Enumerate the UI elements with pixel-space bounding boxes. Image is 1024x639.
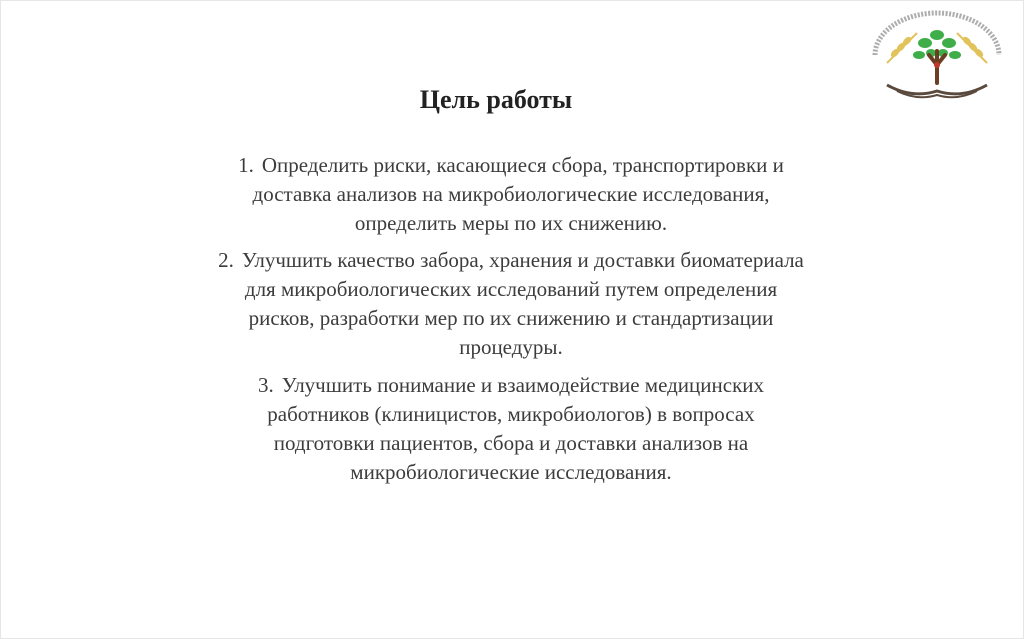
goal-text: Улучшить понимание и взаимодействие медицинских <box>281 373 765 397</box>
goal-number: 1. <box>238 153 254 177</box>
goal-text: Определить риски, касающиеся сбора, транспортировки и <box>261 153 784 177</box>
slide-title: Цель работы <box>419 85 573 114</box>
goal-number: 2. <box>218 248 234 272</box>
goal-item-2 <box>131 246 891 362</box>
goal-line: рисков, разработки мер по их снижению и стандартизации <box>248 306 774 330</box>
goal-line <box>131 246 891 275</box>
goal-line: доставка анализов на микробиологические исследования, <box>252 182 770 206</box>
goal-item-1 <box>131 151 891 238</box>
goal-number: 3. <box>257 373 274 397</box>
goal-line: процедуры. <box>459 335 563 359</box>
goal-line: работников (клиницистов, микробиологов) в вопросах <box>267 402 755 426</box>
goal-line: подготовки пациентов, сбора и доставки анализов на <box>273 431 749 455</box>
goal-text: Улучшить качество забора, хранения и доставки биоматериала <box>241 248 804 272</box>
goal-line: для микробиологических исследований путем определения <box>244 277 778 301</box>
goal-line: определить меры по их снижению. <box>354 211 668 235</box>
goal-line <box>131 371 891 400</box>
goal-item-3 <box>131 371 891 487</box>
goal-line: микробиологические исследования. <box>350 460 672 484</box>
goal-line <box>131 151 891 180</box>
